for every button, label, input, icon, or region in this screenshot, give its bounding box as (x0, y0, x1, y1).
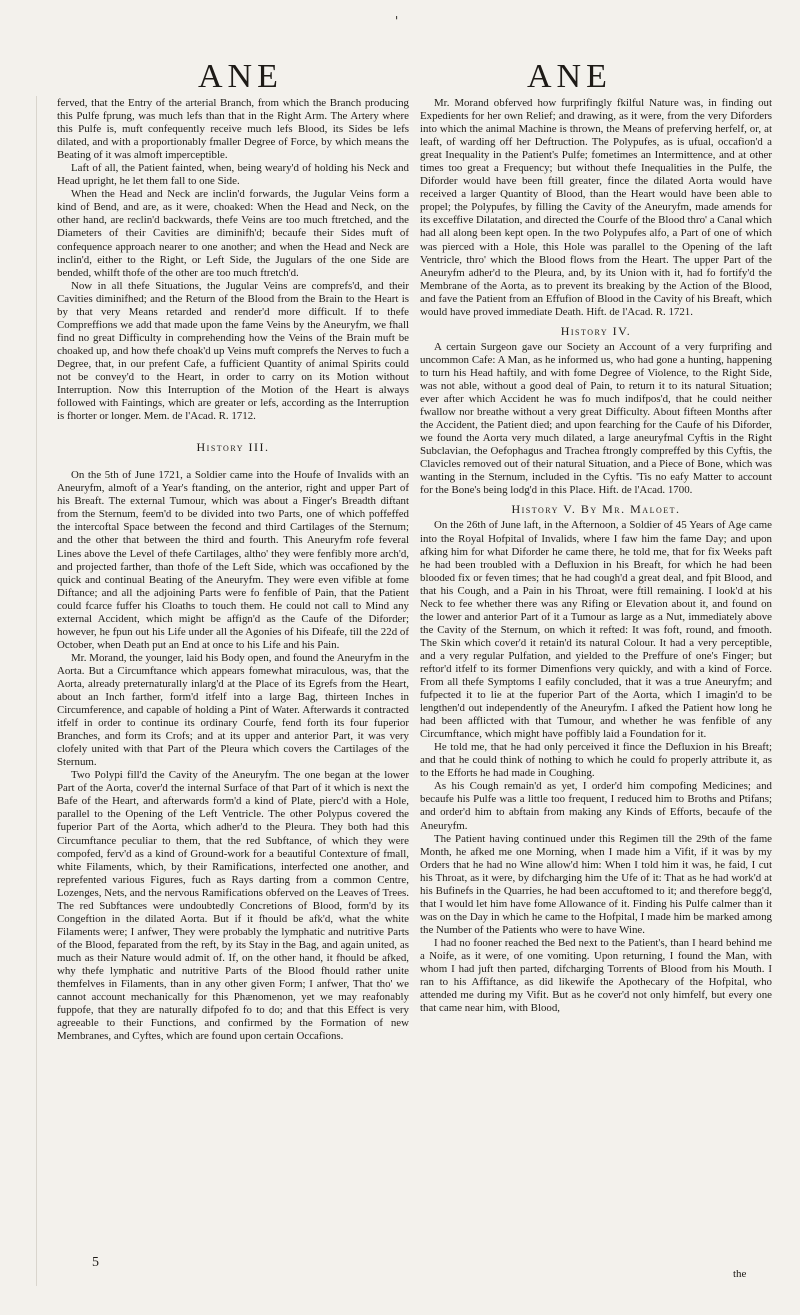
paragraph: He told me, that he had only perceived it fince the Defluxion in his Breaft; and that he could think of nothing to which he could fo properly attribute it, as to the Efforts he had made in Coughing. (420, 741, 772, 780)
catchword: the (733, 1268, 747, 1280)
section-gap (57, 457, 409, 469)
left-column (57, 97, 409, 1043)
paragraph: I had no fooner reached the Bed next to the Patient's, than I heard behind me a Noife, as it were, of one vomiting. Upon returning, I found the Man, with whom I had juft then parted, difcharging Torrents of Blood from his Mouth. I ran to his Affiftance, as did likewife the Apothecary of the Hofpital, who attended me during my Vifit. But as he cover'd not only himfelf, but every one that came near him, with Blood, (420, 936, 772, 1015)
section-heading: History III. (196, 440, 270, 455)
paragraph: Mr. Morand, the younger, laid his Body open, and found the Aneuryfm in the Aorta. But a Circumftance which appears fomewhat miraculous, was, that the Aorta, already preternaturally inlarg'd at the Place of its Egrefs from the Heart, about an Inch farther, form'd itfelf into a large Bag, thirteen Inches in Circumference, and capable of holding a Pint of Water. Afterwards it contracted itfelf in order to continue its ordinary Courfe, fend forth its four fuperior Branches, and form its Crofs; and at its upper and anterior Part, it was very clofely united with that Part of the Pleura which covers the Cartilages of the Sternum. (57, 651, 409, 769)
paragraph: The Patient having continued under this Regimen till the 29th of the fame Month, he afked me one Morning, when I made him a Vifit, if it was by my Orders that he had no Wine allow'd him: When I told him it was, he faid, I cut his Throat, as it were, by difcharging him the Ufe of it: That as he had work'd at his Bufinefs in the Quarries, he had been accuftomed to it; and therefore begg'd, that I would let him have fome Allowance of it. Finding his Pulfe calmer than it was on the Day in which he came to the Hofpital, I made him be marked among the Number of the Patients who were to have Wine. (420, 832, 772, 936)
running-head-left: ANE (198, 58, 283, 95)
paragraph: Now in all thefe Situations, the Jugular Veins are comprefs'd, and their Cavities diminifhed; and the Return of the Blood from the Brain to the Heart is by that very Means retarded and render'd more difficult. If to thefe Compreffions we add that made upon the fame Veins by the Aneuryfm, we fhall find no great Difficulty in comprehending how the Veins of the Brain muft be choaked up, and how thefe choak'd up Veins muft comprefs the Nerves to fuch a Degree, that, in our prefent Cafe, a fufficient Quantity of animal Spirits could not be convey'd to the Heart, in order to carry on its Motion without Interruption. Now this Interruption of the Motion of the Heart is always followed with Faintings, which are greater or lefs, according as the Interruption is fhorter or longer. Mem. de l'Acad. R. 1712. (57, 279, 409, 423)
section-heading: History V. By Mr. Maloet. (511, 502, 681, 517)
paragraph: On the 5th of June 1721, a Soldier came into the Houfe of Invalids with an Aneuryfm, almoft of a Year's ftanding, on the anterior, right and upper Part of his Breaft. The external Tumour, which was about a Finger's Breadth diftant from the Sternum, feem'd to be divided into two Parts, one of which poffeffed the intercoftal Space between the fecond and third Cartilages of the Sternum; and the other that between the third and fourth. This Aneuryfm rofe feveral Lines above the Level of thefe Cartilages, altho' they were fenfibly more arch'd, and projected farther, than thofe of the Left Side, which was occafioned by the quick and continual Beating of the Aneuryfm. They were even vifible at fome Diftance; and all the adjoining Parts were fo fenfible of Pain, that the Patient could fcarce fuffer his Cloaths to touch them. He could not call to Mind any external Accident, which might be affign'd as the Caufe of the Diforder; however, he fpun out his Life under all the Agonies of his Difeafe, till the 22d of October, when Death put an End at once to his Life and his Pain. (57, 469, 409, 651)
page-edge-rule (36, 96, 37, 1286)
paragraph: As his Cough remain'd as yet, I order'd him compofing Medicines; and becaufe his Pulfe was a little too frequent, I reduced him to Broths and Ptifans; and order'd him to abftain from making any Kinds of Efforts, becaufe of the Aneuryfm. (420, 780, 772, 832)
paragraph: On the 26th of June laft, in the Afternoon, a Soldier of 45 Years of Age came into the Royal Hofpital of Invalids, where I faw him the fame Day; and upon afking him for what Diforder he came there, he told me, that for fix Weeks paft he had been troubled with a Defluxion in his Breaft, for which he had been blooded fix or feven times; that he had cough'd a great deal, and fpit Blood, and that his Cough, and a Pain in his Throat, were ftill remaining. I look'd at his Neck to fee whether there was any Rifing or Elevation about it, and found on the lower and anterior Part of it a Tumour as large as a Nut, immediately above the Cavity of the Sternum, on which it refted: It was foft, round, and fmooth. The Skin which cover'd it retain'd its natural Colour. It had a very perceptible, and a very regular Pulfation, and yielded to the Preffure of one's Finger; but reftor'd itfelf to its former Dimenfions very quickly, and with a kind of Force. From all thefe Symptoms I eafily concluded, that it was a true Aneuryfm; and fufpected it to lie at the fuperior Part of the Aorta, which I imagin'd to be lengthen'd out independently of the Aneuryfm. I afked the Patient how long he had been afflicted with that Tumour, and whether he was fenfible of any Circumftance, which might have poffibly laid a Foundation for it. (420, 519, 772, 741)
paragraph: Mr. Morand obferved how furprifingly fkilful Nature was, in finding out Expedients for her own Relief; and drawing, as it were, from the very Diforders into which the animal Machine is thrown, the Means of preferving herfelf, or, at leaft, of warding off her Deftruction. The Polypufes, as is ufual, occafion'd a great Inequality in the Patient's Pulfe; fometimes an Intermittence, and at other times too great a Frequency; but without thefe Inequalities in the Pulfe, the Diforder would have been ftill greater, fince the dilated Aorta would have received a larger Quantity of Blood, than the Heart would have been able to propel; the Polypufes, by filling the Cavity of the Aneuryfm, made amends for its exceffive Dilatation, and directed the Courfe of the Blood thro' a Canal which had all along been kept open. In the two Polypufes alfo, a Part of one of which was pierced with a Hole, this Hole was parallel to the Opening of the laft Ventricle, thro' which the Blood flows from the Heart. The upper Part of the Aneuryfm adher'd to the Pleura, and, by its Union with it, had fo fortify'd the Membrane of the Aorta, as to prevent its breaking by the Action of the Blood, and fave the Patient from an Effufion of Blood in the Cavity of his Breaft, which would have proved immediate Death. Hift. de l'Acad. R. 1721. (420, 97, 772, 318)
top-mark: ' (395, 14, 399, 28)
paragraph: ferved, that the Entry of the arterial Branch, from which the Branch producing this Pulfe fprung, was much lefs than that in the Right Arm. The Artery where this Pulfe is, muft confequently receive much lefs Blood, its Sides be lefs dilated, and with a proportionably fmaller Degree of Force, by which means the Beating of it was almoft imperceptible. (57, 97, 409, 162)
paragraph: When the Head and Neck are inclin'd forwards, the Jugular Veins form a kind of Bend, and are, as it were, choaked: When the Head and Neck, on the other hand, are reclin'd backwards, thefe Veins are too much ftretched, and the Diameters of their Cavities are diminifh'd; becaufe their Sides muft of confequence approach nearer to one another; and when the Head and Neck are inclin'd, either to the Right, or Left Side, the Jugulars of the one Side are bended, whilft thofe of the other are too much ftretch'd. (57, 188, 409, 279)
paragraph: A certain Surgeon gave our Society an Account of a very furprifing and uncommon Cafe: A Man, as he informed us, who had gone a hunting, happening to turn his Head haftily, and with fome Degree of Violence, to the Right Side, was not able, without a good deal of Pain, to return it to its natural Situation; ever after which Accident he was fo much indifpos'd, that he could neither fwallow nor breathe without a very great Difficulty. About fifteen Months after the Accident, the Patient died; and upon fearching for the Caufe of his Diforder, we found the Aorta very much dilated, a large aneuryfmal Cyftis in the Right Subclavian, the Oefophagus and Trachea ftrongly compreffed by this Cyftis, the Clavicles removed out of their natural Situation, and a Piece of Bone, which was wanting in the Sternum, included in the Cyftis. 'Tis no eafy Matter to account for the Bone's being lodg'd in this Place. Hift. de l'Acad. 1700. (420, 340, 772, 497)
running-head-right: ANE (527, 58, 612, 95)
paragraph: Laft of all, the Patient fainted, when, being weary'd of holding his Neck and Head upright, he let them fall to one Side. (57, 162, 409, 188)
right-column (420, 97, 772, 1015)
page-number: 5 (92, 1255, 99, 1270)
paragraph: Two Polypi fill'd the Cavity of the Aneuryfm. The one began at the lower Part of the Aorta, cover'd the internal Surface of that Part of it which is next the Bafe of the Heart, and afterwards form'd a kind of Plate, pierc'd with a Hole, parallel to the Opening of the Left Ventricle. The other Polypus covered the fuperior Part of the Aorta, which adher'd to the Pleura. They both had this Circumftance peculiar to them, that the red Subftance, of which they were compofed, ferv'd as a kind of Ground-work for a beautiful Contexture of fmall, white Filaments, which, by their Ramifications, interfected one another, and reprefented various Figures, fuch as Rays darting from a common Centre, Lozenges, Nets, and the nervous Ramifications obferved on the Leaves of Trees. The red Subftances were undoubtedly Concretions of Blood, form'd by its Congeftion in the dilated Aorta. But if it fhould be afk'd, what the white Filaments were; I anfwer, They were probably the lymphatic and nutritive Parts of the Blood, feparated from the reft, by its Stay in the Bag, and again united, as much as their Nature would admit of. If, on the other hand, it fhould be afked, why thefe lymphatic and nutritive Parts of the Blood fhould rather unite themfelves in Filaments, than in any other given Form; I anfwer, That tho' we cannot account mechanically for this Phænomenon, yet we may reafonably fuppofe, that they are naturally difpofed fo to do; and that this Effect is very agreeable to their Functions, and confirmed by the Formation of new Membranes, and Cyftes, which are found upon certain Occafions. (57, 769, 409, 1043)
section-heading: History IV. (560, 323, 632, 338)
section-gap (57, 423, 409, 435)
